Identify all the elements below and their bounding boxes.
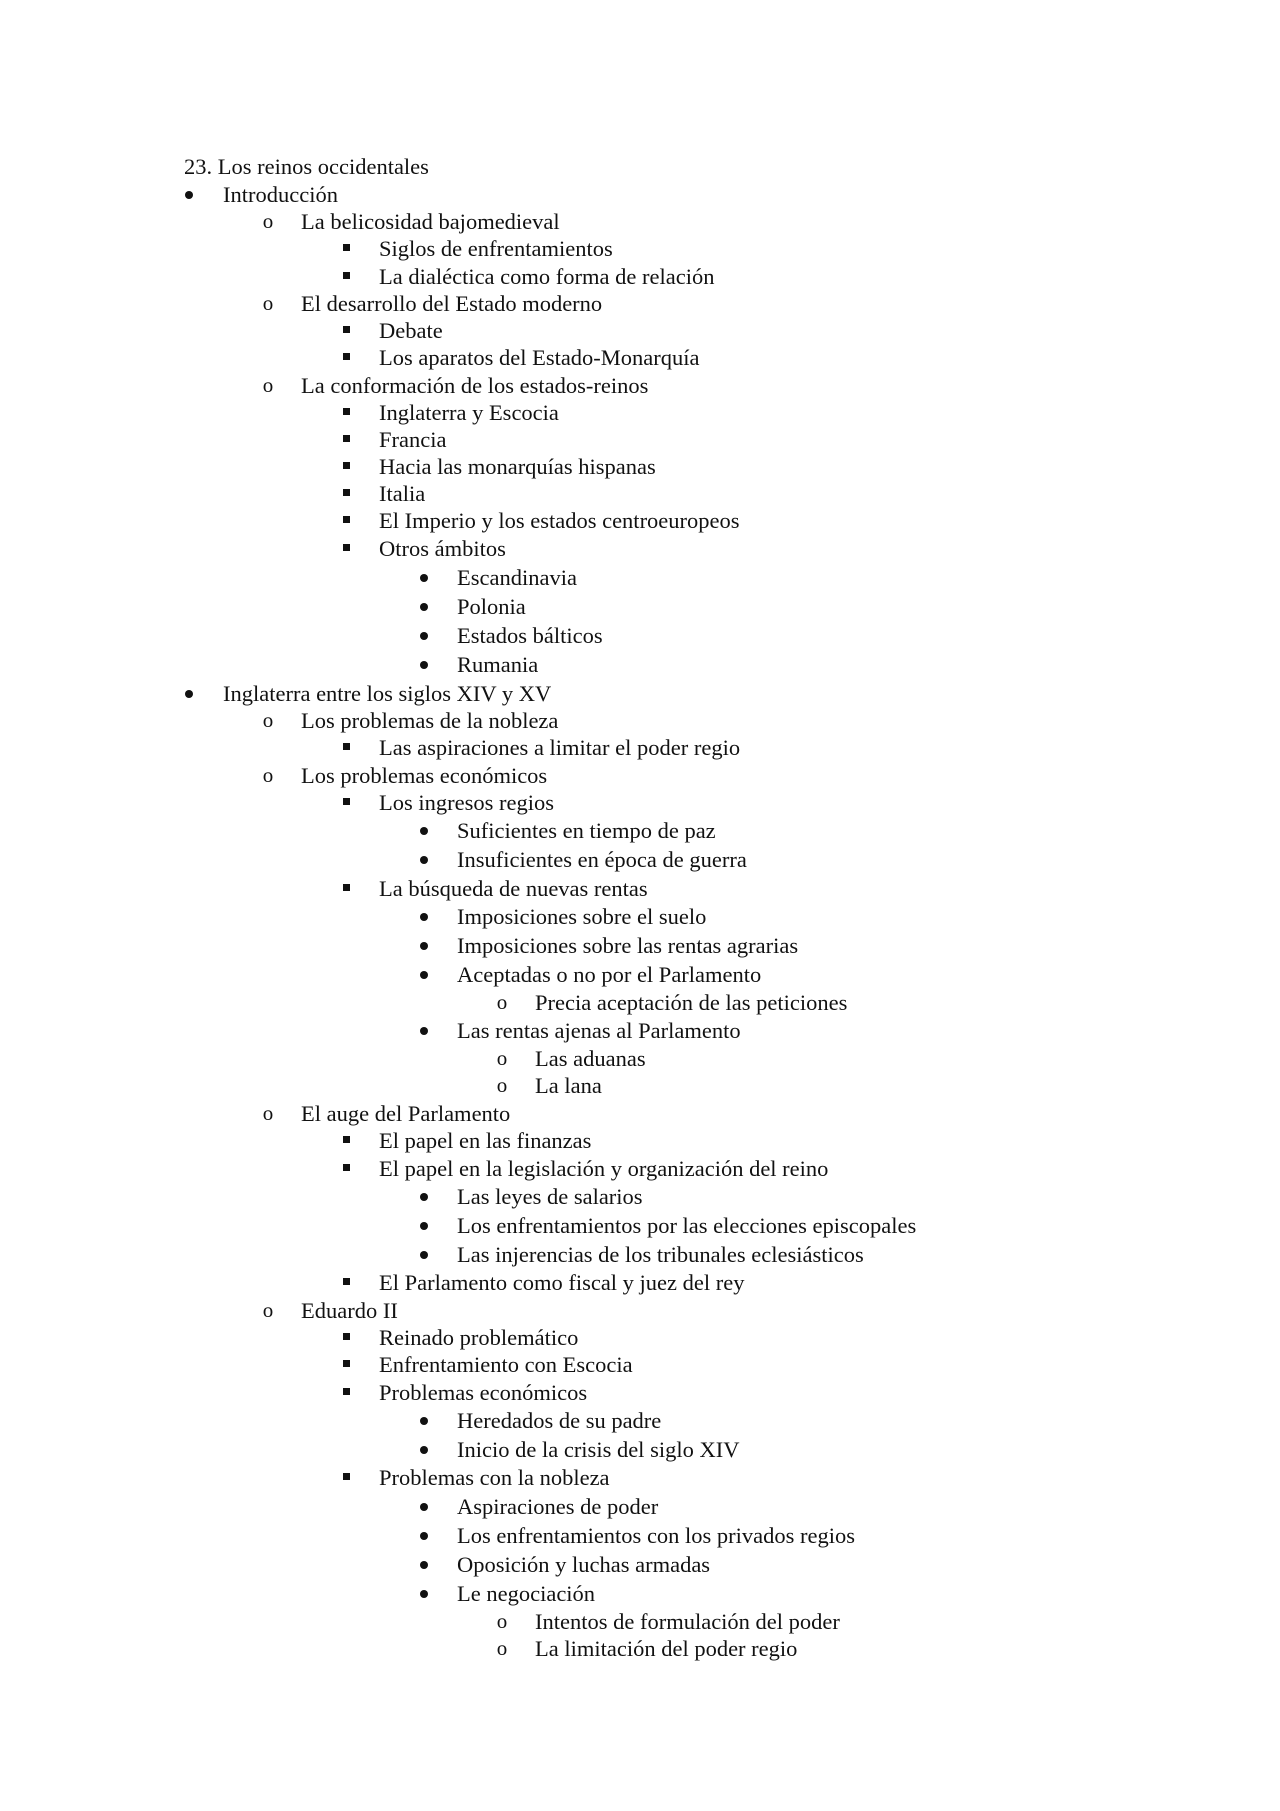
- bullet-circle-icon: [490, 990, 514, 1016]
- outline-item-level-4: Inicio de la crisis del siglo XIV: [457, 1437, 740, 1462]
- outline-item-level-2: Eduardo II: [301, 1298, 398, 1323]
- bullet-disc-icon: [412, 1018, 436, 1044]
- outline-item-level-3: Las aspiraciones a limitar el poder regio: [379, 735, 741, 760]
- bullet-disc-icon: [412, 1184, 436, 1210]
- outline-item-level-3: El Parlamento como fiscal y juez del rey: [379, 1270, 745, 1295]
- bullet-square-icon: [334, 318, 358, 344]
- outline-item-level-3: El Imperio y los estados centroeuropeos: [379, 508, 740, 533]
- bullet-square-icon: [334, 508, 358, 534]
- bullet-square-icon: [334, 454, 358, 480]
- bullet-circle-icon: [256, 708, 280, 734]
- bullet-square-icon: [334, 400, 358, 426]
- bullet-disc-icon: [412, 904, 436, 930]
- outline-item-level-3: La búsqueda de nuevas rentas: [379, 876, 648, 901]
- bullet-disc-icon: [412, 933, 436, 959]
- bullet-circle-icon: [256, 1101, 280, 1127]
- outline-item-level-3: Los ingresos regios: [379, 790, 554, 815]
- outline-item-level-1: Introducción: [223, 182, 338, 207]
- bullet-square-icon: [334, 427, 358, 453]
- outline-item-level-4: Suficientes en tiempo de paz: [457, 818, 716, 843]
- outline-item-level-3: Reinado problemático: [379, 1325, 579, 1350]
- outline-item-level-1: Inglaterra entre los siglos XIV y XV: [223, 681, 552, 706]
- outline-item-level-4: Imposiciones sobre las rentas agrarias: [457, 933, 799, 958]
- bullet-disc-icon: [412, 652, 436, 678]
- bullet-disc-icon: [412, 962, 436, 988]
- bullet-disc-icon: [412, 565, 436, 591]
- bullet-circle-icon: [256, 1298, 280, 1324]
- bullet-circle-icon: [490, 1073, 514, 1099]
- outline-item-level-4: Las rentas ajenas al Parlamento: [457, 1018, 741, 1043]
- bullet-square-icon: [334, 345, 358, 371]
- outline-item-level-4: Los enfrentamientos por las elecciones episcopales: [457, 1213, 917, 1238]
- bullet-disc-icon: [412, 1494, 436, 1520]
- outline-item-level-4: Heredados de su padre: [457, 1408, 662, 1433]
- bullet-square-icon: [334, 876, 358, 902]
- bullet-disc-icon: [412, 623, 436, 649]
- outline-item-level-2: Los problemas económicos: [301, 763, 548, 788]
- outline-item-level-3: Inglaterra y Escocia: [379, 400, 559, 425]
- outline-item-level-2: La conformación de los estados-reinos: [301, 373, 649, 398]
- bullet-square-icon: [334, 236, 358, 262]
- outline-item-level-5: Intentos de formulación del poder: [535, 1609, 840, 1634]
- outline-item-level-3: La dialéctica como forma de relación: [379, 264, 715, 289]
- outline-item-level-4: Le negociación: [457, 1581, 596, 1606]
- bullet-square-icon: [334, 481, 358, 507]
- bullet-circle-icon: [490, 1609, 514, 1635]
- bullet-disc-icon: [412, 1408, 436, 1434]
- outline-item-level-3: El papel en las finanzas: [379, 1128, 592, 1153]
- outline-item-level-3: Problemas económicos: [379, 1380, 588, 1405]
- bullet-square-icon: [334, 1380, 358, 1406]
- bullet-disc-icon: [412, 1242, 436, 1268]
- outline-item-level-2: Los problemas de la nobleza: [301, 708, 559, 733]
- outline-item-level-4: Los enfrentamientos con los privados regios: [457, 1523, 856, 1548]
- bullet-disc-icon: [412, 1213, 436, 1239]
- outline-item-level-5: Precia aceptación de las peticiones: [535, 990, 848, 1015]
- outline-item-level-4: Oposición y luchas armadas: [457, 1552, 711, 1577]
- outline-item-level-4: Imposiciones sobre el suelo: [457, 904, 707, 929]
- outline-item-level-3: Otros ámbitos: [379, 536, 506, 561]
- bullet-square-icon: [334, 1270, 358, 1296]
- outline-item-level-3: Hacia las monarquías hispanas: [379, 454, 656, 479]
- outline-item-level-4: Las leyes de salarios: [457, 1184, 643, 1209]
- outline-item-level-5: La lana: [535, 1073, 602, 1098]
- outline-item-level-3: Francia: [379, 427, 447, 452]
- outline-item-level-4: Aspiraciones de poder: [457, 1494, 659, 1519]
- bullet-disc-icon: [412, 1552, 436, 1578]
- bullet-disc-icon: [412, 1437, 436, 1463]
- bullet-disc-icon: [177, 182, 201, 208]
- bullet-square-icon: [334, 1352, 358, 1378]
- bullet-disc-icon: [177, 681, 201, 707]
- bullet-disc-icon: [412, 818, 436, 844]
- outline-item-level-3: El papel en la legislación y organización del reino: [379, 1156, 829, 1181]
- bullet-disc-icon: [412, 594, 436, 620]
- outline-item-level-4: Aceptadas o no por el Parlamento: [457, 962, 762, 987]
- outline-item-level-2: La belicosidad bajomedieval: [301, 209, 560, 234]
- outline-item-level-5: La limitación del poder regio: [535, 1636, 798, 1661]
- outline-item-level-5: Las aduanas: [535, 1046, 646, 1071]
- bullet-square-icon: [334, 1156, 358, 1182]
- outline-item-level-4: Las injerencias de los tribunales eclesiásticos: [457, 1242, 864, 1267]
- bullet-circle-icon: [256, 763, 280, 789]
- bullet-disc-icon: [412, 1581, 436, 1607]
- bullet-square-icon: [334, 264, 358, 290]
- outline-item-level-2: El auge del Parlamento: [301, 1101, 511, 1126]
- bullet-square-icon: [334, 735, 358, 761]
- bullet-square-icon: [334, 1465, 358, 1491]
- outline-item-level-3: Problemas con la nobleza: [379, 1465, 610, 1490]
- bullet-disc-icon: [412, 847, 436, 873]
- outline-item-level-3: Italia: [379, 481, 426, 506]
- bullet-circle-icon: [256, 209, 280, 235]
- bullet-square-icon: [334, 790, 358, 816]
- outline-item-level-3: Debate: [379, 318, 443, 343]
- bullet-circle-icon: [256, 373, 280, 399]
- outline-item-level-4: Estados bálticos: [457, 623, 603, 648]
- outline-item-level-3: Enfrentamiento con Escocia: [379, 1352, 633, 1377]
- document-title: 23. Los reinos occidentales: [184, 154, 429, 179]
- outline-item-level-4: Insuficientes en época de guerra: [457, 847, 747, 872]
- bullet-square-icon: [334, 536, 358, 562]
- outline-item-level-4: Rumania: [457, 652, 539, 677]
- bullet-square-icon: [334, 1325, 358, 1351]
- bullet-circle-icon: [490, 1046, 514, 1072]
- outline-item-level-3: Los aparatos del Estado-Monarquía: [379, 345, 700, 370]
- bullet-square-icon: [334, 1128, 358, 1154]
- bullet-disc-icon: [412, 1523, 436, 1549]
- outline-item-level-4: Escandinavia: [457, 565, 577, 590]
- bullet-circle-icon: [256, 291, 280, 317]
- outline-item-level-4: Polonia: [457, 594, 526, 619]
- bullet-circle-icon: [490, 1636, 514, 1662]
- outline-item-level-3: Siglos de enfrentamientos: [379, 236, 613, 261]
- outline-item-level-2: El desarrollo del Estado moderno: [301, 291, 603, 316]
